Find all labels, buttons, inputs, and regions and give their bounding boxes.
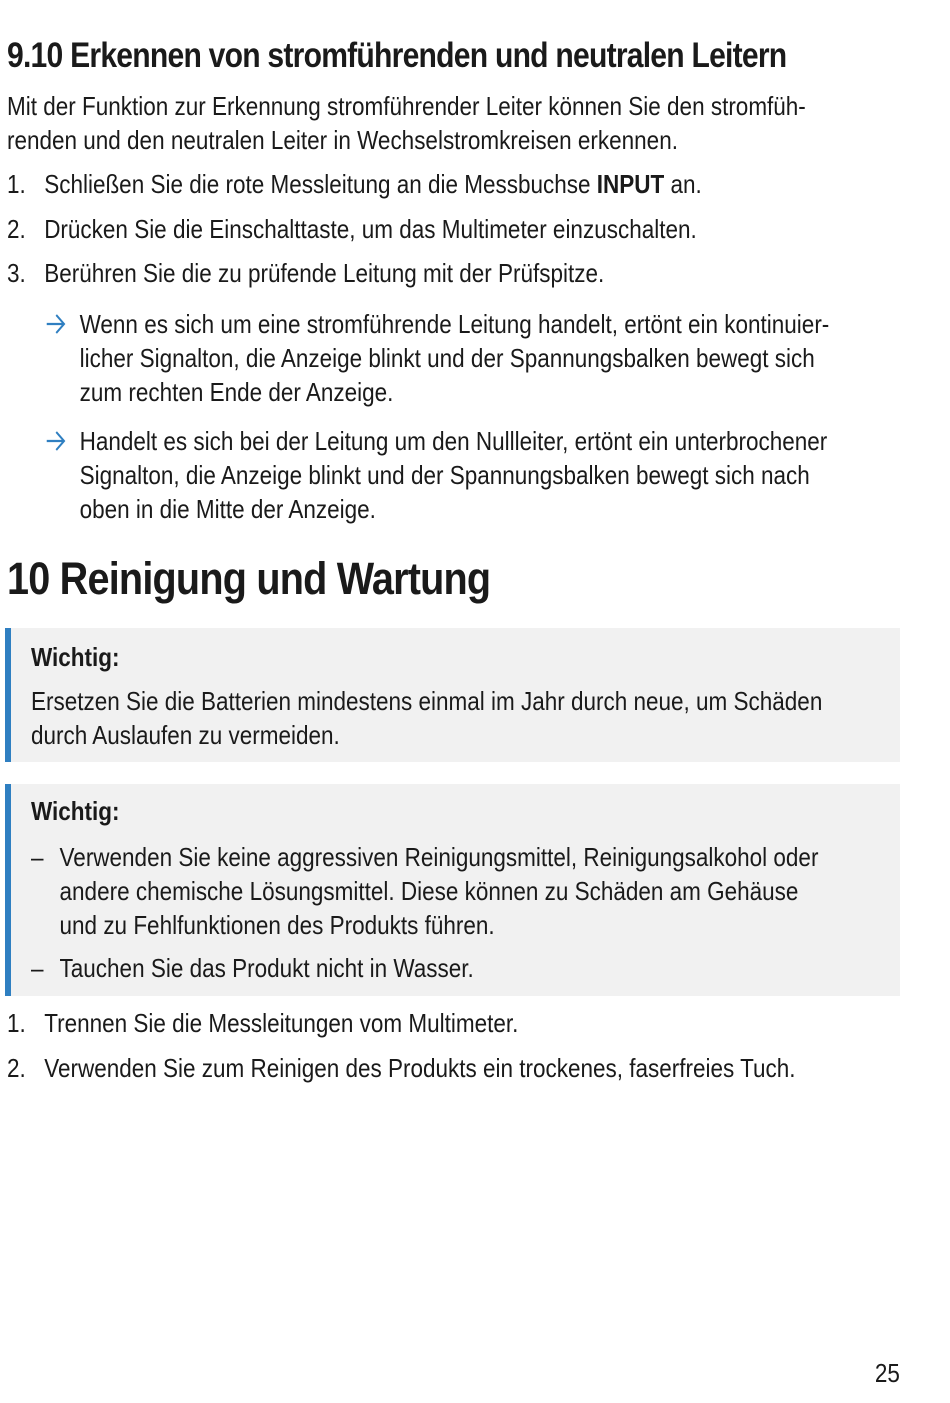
step-item [7, 1006, 518, 1040]
arrow-right-icon [45, 428, 67, 454]
note-list-item [31, 840, 905, 942]
result-text [45, 307, 893, 409]
step-number: 1. [7, 169, 26, 199]
step-text: Drücken Sie die Einschalttaste, um das Multimeter einzuschalten. [44, 214, 697, 244]
step-number: 2. [7, 1053, 26, 1083]
result-line: Signalton, die Anzeige blinkt und der Spannungsbalken bewegt sich nach [79, 460, 810, 490]
note-line: andere chemische Lösungsmittel. Diese können zu Schäden am Gehäuse [59, 876, 799, 906]
step-item [7, 1051, 796, 1085]
section-heading: 9.10 Erkennen von stromführenden und neutralen Leitern [7, 36, 787, 75]
result-item [45, 424, 893, 526]
note-title: Wichtig: [31, 796, 120, 826]
note-line: Tauchen Sie das Produkt nicht in Wasser. [59, 953, 474, 983]
arrow-right-icon [45, 311, 67, 337]
important-note [5, 628, 900, 762]
result-line: zum rechten Ende der Anzeige. [79, 377, 394, 407]
step-text: Berühren Sie die zu prüfende Leitung mit der Prüfspitze. [44, 258, 605, 288]
intro-line-1: Mit der Funktion zur Erkennung stromführender Leiter können Sie den stromfüh- [7, 91, 806, 121]
intro-line-2: renden und den neutralen Leiter in Wechselstromkreisen erkennen. [7, 125, 678, 155]
result-line: licher Signalton, die Anzeige blinkt und der Spannungsbalken bewegt sich [79, 343, 815, 373]
note-line: Ersetzen Sie die Batterien mindestens einmal im Jahr durch neue, um Schäden [31, 686, 823, 716]
chapter-heading: 10 Reinigung und Wartung [7, 553, 491, 604]
step-item [7, 167, 702, 201]
note-list-text [31, 951, 905, 985]
step-text: Trennen Sie die Messleitungen vom Multimeter. [44, 1008, 519, 1038]
result-line: Handelt es sich bei der Leitung um den Nullleiter, ertönt ein unterbrochener [79, 426, 828, 456]
note-line: und zu Fehlfunktionen des Produkts führen. [59, 910, 495, 940]
dash-bullet: – [31, 842, 44, 872]
step-item [7, 212, 697, 246]
step-text: Verwenden Sie zum Reinigen des Produkts ein trockenes, faserfreies Tuch. [44, 1053, 796, 1083]
result-line: oben in die Mitte der Anzeige. [79, 494, 376, 524]
important-note [5, 784, 900, 996]
step-text: Schließen Sie die rote Messleitung an die Messbuchse [44, 169, 597, 199]
step-text-end: an. [664, 169, 702, 199]
result-text [45, 424, 893, 526]
intro-paragraph [7, 89, 881, 157]
step-item [7, 256, 604, 290]
note-line: Verwenden Sie keine aggressiven Reinigungsmittel, Reinigungsalkohol oder [59, 842, 819, 872]
result-line: Wenn es sich um eine stromführende Leitung handelt, ertönt ein kontinuier- [79, 309, 830, 339]
step-number: 2. [7, 214, 26, 244]
step-bold-text: INPUT [596, 169, 665, 199]
note-line: durch Auslaufen zu vermeiden. [31, 720, 340, 750]
result-item [45, 307, 893, 409]
dash-bullet: – [31, 953, 44, 983]
note-text [31, 684, 905, 752]
note-list-text [31, 840, 905, 942]
note-list-item [31, 951, 905, 985]
note-title: Wichtig: [31, 642, 120, 672]
page-number: 25 [874, 1358, 900, 1388]
step-number: 3. [7, 258, 26, 288]
step-number: 1. [7, 1008, 26, 1038]
